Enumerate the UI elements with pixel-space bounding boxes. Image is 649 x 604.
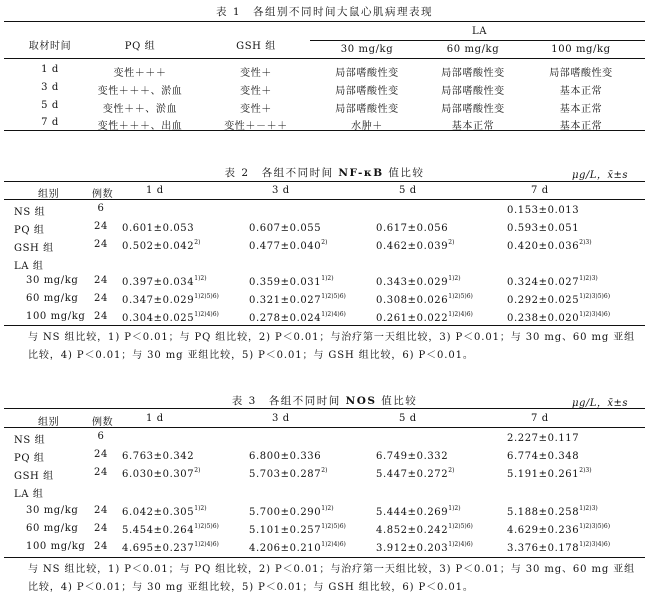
table2-value-d5: 0.462±0.039 xyxy=(376,241,449,252)
table2-value-d1: 0.601±0.053 xyxy=(122,223,195,234)
table3-cell-d7 xyxy=(507,541,610,554)
table3-cell-group: 60 mg/kg xyxy=(26,523,79,534)
table1-cell-la60: 局部嗜酸性变 xyxy=(441,68,505,79)
table1-cell-la60: 局部嗜酸性变 xyxy=(441,104,505,115)
table3-footnote: 与 NS 组比较，1) P＜0.01；与 PQ 组比较，2) P＜0.01；与治疗第一天组比较，3) P＜0.01；与 30 mg、60 mg 亚组比较，4) P＜0.01；与 30 mg 亚组比较，5) P＜0.01；与 GSH 组比较，6) P＜0.01。 xyxy=(28,564,636,593)
table3-cell-group: NS 组 xyxy=(14,435,46,446)
table1-cell-time: 3 d xyxy=(41,82,59,93)
table3-value-d3: 6.800±0.336 xyxy=(249,451,322,462)
table3-unit: μg/L，x̄±s xyxy=(572,398,629,409)
table3-header-d3: 3 d xyxy=(272,413,290,424)
table3-cell-d5 xyxy=(376,449,448,462)
table3-header-d5: 5 d xyxy=(399,413,417,424)
table1-cell-pq: 变性＋＋＋、淤血 xyxy=(97,86,183,97)
table3-value-d3: 4.206±0.210 xyxy=(249,543,322,554)
table3-value-d5: 6.749±0.332 xyxy=(376,451,449,462)
table3-value-d7: 2.227±0.117 xyxy=(507,433,580,444)
table2-value-d3: 0.359±0.031 xyxy=(249,277,322,288)
table1-cell-time: 5 d xyxy=(41,100,59,111)
table2-cell-d3 xyxy=(249,239,327,252)
table2-caption-bold: NF-κB xyxy=(338,167,384,179)
table2-cell-d5 xyxy=(376,275,461,288)
table3-cell-d1 xyxy=(122,523,219,536)
table3-value-d1: 6.030±0.307 xyxy=(122,469,195,480)
table2-significance-d7: 1)2)3) xyxy=(579,275,598,282)
table3-cell-group: 100 mg/kg xyxy=(26,541,86,552)
table2-cell-group: 100 mg/kg xyxy=(26,311,86,322)
table3-cell-group: PQ 组 xyxy=(14,453,45,464)
table1-cell-la100: 基本正常 xyxy=(559,121,603,132)
table3-significance-d5: 1)2)5)6) xyxy=(448,523,473,530)
table2-value-d3: 0.278±0.024 xyxy=(249,313,322,324)
table2-cell-n: 24 xyxy=(94,293,108,304)
table1-header-rule xyxy=(4,58,645,59)
table1-cell-pq: 变性＋＋＋、出血 xyxy=(97,121,183,132)
table3-value-d7: 5.188±0.258 xyxy=(507,507,580,518)
table1-header-pq: PQ 组 xyxy=(124,41,156,52)
table3-cell-n: 24 xyxy=(94,467,108,478)
table1-cell-gsh: 变性＋－＋＋ xyxy=(224,121,288,132)
table3-significance-d1: 1)2)5)6) xyxy=(194,523,219,530)
table3-cell-group: LA 组 xyxy=(14,489,44,500)
table3-significance-d5: 1)2) xyxy=(448,505,461,512)
table2-header-n: 例数 xyxy=(92,189,114,200)
table2-cell-d7 xyxy=(507,203,579,216)
table2-significance-d3: 1)2)5)6) xyxy=(321,293,346,300)
table2-significance-d3: 2) xyxy=(321,239,328,246)
table2-cell-d7 xyxy=(507,275,598,288)
table2-value-d1: 0.397±0.034 xyxy=(122,277,195,288)
table2-significance-d7: 2)3) xyxy=(579,239,592,246)
table3-header-n: 例数 xyxy=(92,417,114,428)
table2-cell-d7 xyxy=(507,221,579,234)
table3-cell-d3 xyxy=(249,541,346,554)
table1-header-la60: 60 mg/kg xyxy=(446,44,500,55)
table3-value-d5: 4.852±0.242 xyxy=(376,525,449,536)
table3-cell-n: 6 xyxy=(97,431,105,442)
table3-significance-d3: 2) xyxy=(321,467,328,474)
table2-significance-d3: 1)2)4)6) xyxy=(321,311,346,318)
table3-value-d7: 4.629±0.236 xyxy=(507,525,580,536)
table1-cell-time: 1 d xyxy=(41,64,59,75)
table3-header-rule xyxy=(4,427,645,428)
table3-cell-group: GSH 组 xyxy=(14,471,54,482)
table2-cell-d3 xyxy=(249,311,346,324)
table2-cell-group: PQ 组 xyxy=(14,225,45,236)
table2-cell-n: 6 xyxy=(97,203,105,214)
table2-cell-d3 xyxy=(249,275,334,288)
table1-cell-gsh: 变性＋ xyxy=(240,68,272,79)
table2-unit: μg/L，x̄±s xyxy=(572,170,629,181)
table1-caption: 表 1 各组别不同时间大鼠心肌病理表现 xyxy=(215,6,434,18)
table1-header-la30: 30 mg/kg xyxy=(340,44,394,55)
table3-caption-bold: NOS xyxy=(345,395,377,407)
table2-value-d1: 0.304±0.025 xyxy=(122,313,195,324)
table2-cell-d3 xyxy=(249,221,321,234)
table2-cell-n: 24 xyxy=(94,239,108,250)
table3-value-d7: 6.774±0.348 xyxy=(507,451,580,462)
table1-cell-la60: 基本正常 xyxy=(451,121,495,132)
table2-cell-d1 xyxy=(122,293,219,306)
table1-header-time: 取材时间 xyxy=(28,41,72,52)
table2-cell-d5 xyxy=(376,239,454,252)
table2-value-d7: 0.238±0.020 xyxy=(507,313,580,324)
table3-cell-d3 xyxy=(249,523,346,536)
table2-cell-d7 xyxy=(507,239,592,252)
table2-cell-d1 xyxy=(122,311,219,324)
table3-cell-d1 xyxy=(122,541,219,554)
table3-value-d1: 6.763±0.342 xyxy=(122,451,195,462)
table2-header-d3: 3 d xyxy=(272,185,290,196)
table3-significance-d1: 1)2)4)6) xyxy=(194,541,219,548)
table2-cell-group: 60 mg/kg xyxy=(26,293,79,304)
table3-value-d5: 5.444±0.269 xyxy=(376,507,449,518)
table2-value-d7: 0.292±0.025 xyxy=(507,295,580,306)
table2-cell-d7 xyxy=(507,311,610,324)
table2-value-d3: 0.607±0.055 xyxy=(249,223,322,234)
table2-value-d7: 0.420±0.036 xyxy=(507,241,580,252)
table2-value-d5: 0.308±0.026 xyxy=(376,295,449,306)
table2-significance-d1: 1)2) xyxy=(194,275,207,282)
table3-value-d7: 3.376±0.178 xyxy=(507,543,580,554)
table2-significance-d5: 1)2)4)6) xyxy=(448,311,473,318)
table2-value-d5: 0.617±0.056 xyxy=(376,223,449,234)
table1-header-gsh: GSH 组 xyxy=(236,41,276,52)
table2-cell-group: LA 组 xyxy=(14,261,44,272)
table2-caption-suffix: 值比较 xyxy=(383,167,425,179)
table1-cell-la30: 水肿＋ xyxy=(351,121,383,132)
table3-cell-d5 xyxy=(376,505,461,518)
table1-la-rule xyxy=(310,40,645,41)
table1-cell-pq: 变性＋＋＋ xyxy=(113,68,167,79)
table1-cell-la100: 基本正常 xyxy=(559,86,603,97)
table1-cell-la30: 局部嗜酸性变 xyxy=(335,68,399,79)
table2-cell-d5 xyxy=(376,311,473,324)
table3-value-d3: 5.101±0.257 xyxy=(249,525,322,536)
table2-cell-n: 24 xyxy=(94,221,108,232)
table3-cell-d1 xyxy=(122,505,207,518)
table3-value-d1: 6.042±0.305 xyxy=(122,507,195,518)
table3-bottom-rule xyxy=(4,557,645,558)
table2-significance-d5: 1)2)5)6) xyxy=(448,293,473,300)
table3-header-d7: 7 d xyxy=(531,413,549,424)
table3-top-rule xyxy=(4,408,645,409)
table2-value-d1: 0.502±0.042 xyxy=(122,241,195,252)
table2-footnote: 与 NS 组比较，1) P＜0.01；与 PQ 组比较，2) P＜0.01；与治疗第一天组比较，3) P＜0.01；与 30 mg、60 mg 亚组比较，4) P＜0.01；与 30 mg 亚组比较，5) P＜0.01；与 GSH 组比较，6) P＜0.01。 xyxy=(28,332,636,361)
table3-significance-d7: 2)3) xyxy=(579,467,592,474)
table3-caption-prefix: 表 3 各组不同时间 xyxy=(231,395,346,407)
table3-significance-d7: 1)2)3) xyxy=(579,505,598,512)
table2-value-d1: 0.347±0.029 xyxy=(122,295,195,306)
table3-value-d1: 4.695±0.237 xyxy=(122,543,195,554)
table3-cell-group: 30 mg/kg xyxy=(26,505,79,516)
table3-caption-suffix: 值比较 xyxy=(376,395,418,407)
table3-value-d7: 5.191±0.261 xyxy=(507,469,580,480)
table1-cell-gsh: 变性＋ xyxy=(240,104,272,115)
table1-cell-la100: 基本正常 xyxy=(559,104,603,115)
table2-cell-d1 xyxy=(122,239,200,252)
table2-cell-group: 30 mg/kg xyxy=(26,275,79,286)
table1-cell-time: 7 d xyxy=(41,117,59,128)
table3-value-d3: 5.703±0.287 xyxy=(249,469,322,480)
table3-cell-n: 24 xyxy=(94,541,108,552)
table3-header-group: 组别 xyxy=(38,417,60,428)
table3-cell-d5 xyxy=(376,467,454,480)
table3-significance-d7: 1)2)3)4)6) xyxy=(579,541,611,548)
table2-significance-d1: 1)2)4)6) xyxy=(194,311,219,318)
table1-bottom-rule xyxy=(4,130,645,131)
table3-significance-d5: 1)2)4)6) xyxy=(448,541,473,548)
table3-value-d1: 5.454±0.264 xyxy=(122,525,195,536)
table2-header-d7: 7 d xyxy=(531,185,549,196)
table2-significance-d3: 1)2) xyxy=(321,275,334,282)
table2-value-d3: 0.321±0.027 xyxy=(249,295,322,306)
table2-cell-d5 xyxy=(376,293,473,306)
table2-significance-d1: 2) xyxy=(194,239,201,246)
table3-cell-n: 24 xyxy=(94,523,108,534)
table1-header-la: LA xyxy=(471,26,488,37)
table3-significance-d7: 1)2)3)5)6) xyxy=(579,523,611,530)
table3-cell-d5 xyxy=(376,541,473,554)
table3-cell-d7 xyxy=(507,431,579,444)
table3-value-d5: 3.912±0.203 xyxy=(376,543,449,554)
table3-cell-d7 xyxy=(507,505,598,518)
table3-cell-d7 xyxy=(507,523,610,536)
table3-significance-d3: 1)2)5)6) xyxy=(321,523,346,530)
table2-cell-d1 xyxy=(122,221,194,234)
table3-significance-d1: 2) xyxy=(194,467,201,474)
table3-significance-d3: 1)2) xyxy=(321,505,334,512)
table2-significance-d5: 1)2) xyxy=(448,275,461,282)
table2-value-d7: 0.593±0.051 xyxy=(507,223,580,234)
table3-value-d5: 5.447±0.272 xyxy=(376,469,449,480)
table1-cell-pq: 变性＋＋、淤血 xyxy=(102,104,178,115)
table2-significance-d5: 2) xyxy=(448,239,455,246)
table3-significance-d3: 1)2)4)6) xyxy=(321,541,346,548)
table3-cell-d3 xyxy=(249,505,334,518)
table2-caption xyxy=(0,165,649,180)
table2-header-group: 组别 xyxy=(38,189,60,200)
table2-header-rule xyxy=(4,199,645,200)
table2-significance-d1: 1)2)5)6) xyxy=(194,293,219,300)
table2-header-d5: 5 d xyxy=(399,185,417,196)
table2-cell-d1 xyxy=(122,275,207,288)
table2-cell-group: NS 组 xyxy=(14,207,46,218)
table2-value-d3: 0.477±0.040 xyxy=(249,241,322,252)
table2-cell-d3 xyxy=(249,293,346,306)
table2-cell-n: 24 xyxy=(94,311,108,322)
table3-header-d1: 1 d xyxy=(146,413,164,424)
table2-value-d5: 0.261±0.022 xyxy=(376,313,449,324)
table3-significance-d5: 2) xyxy=(448,467,455,474)
table3-cell-d1 xyxy=(122,449,194,462)
table3-caption xyxy=(0,393,649,408)
table3-cell-n: 24 xyxy=(94,449,108,460)
table2-cell-n: 24 xyxy=(94,275,108,286)
table2-caption-prefix: 表 2 各组不同时间 xyxy=(224,167,339,179)
table2-cell-d5 xyxy=(376,221,448,234)
table2-significance-d7: 1)2)3)4)6) xyxy=(579,311,611,318)
table3-value-d3: 5.700±0.290 xyxy=(249,507,322,518)
table3-cell-n: 24 xyxy=(94,505,108,516)
table3-cell-d3 xyxy=(249,449,321,462)
table1-cell-la100: 局部嗜酸性变 xyxy=(549,68,613,79)
table3-cell-d5 xyxy=(376,523,473,536)
table3-cell-d7 xyxy=(507,467,592,480)
table2-significance-d7: 1)2)3)5)6) xyxy=(579,293,611,300)
table1-cell-gsh: 变性＋ xyxy=(240,86,272,97)
table2-header-d1: 1 d xyxy=(146,185,164,196)
table1-header-la100: 100 mg/kg xyxy=(551,44,611,55)
table2-cell-group: GSH 组 xyxy=(14,243,54,254)
table3-cell-d1 xyxy=(122,467,200,480)
table1-top-rule xyxy=(4,21,645,22)
table3-cell-d7 xyxy=(507,449,579,462)
table2-bottom-rule xyxy=(4,325,645,326)
table3-cell-d3 xyxy=(249,467,327,480)
table2-value-d5: 0.343±0.029 xyxy=(376,277,449,288)
table2-value-d7: 0.153±0.013 xyxy=(507,205,580,216)
table3-significance-d1: 1)2) xyxy=(194,505,207,512)
table1-cell-la30: 局部嗜酸性变 xyxy=(335,86,399,97)
table2-cell-d7 xyxy=(507,293,610,306)
table2-top-rule xyxy=(4,181,645,182)
table1-cell-la30: 局部嗜酸性变 xyxy=(335,104,399,115)
table2-value-d7: 0.324±0.027 xyxy=(507,277,580,288)
table1-cell-la60: 局部嗜酸性变 xyxy=(441,86,505,97)
